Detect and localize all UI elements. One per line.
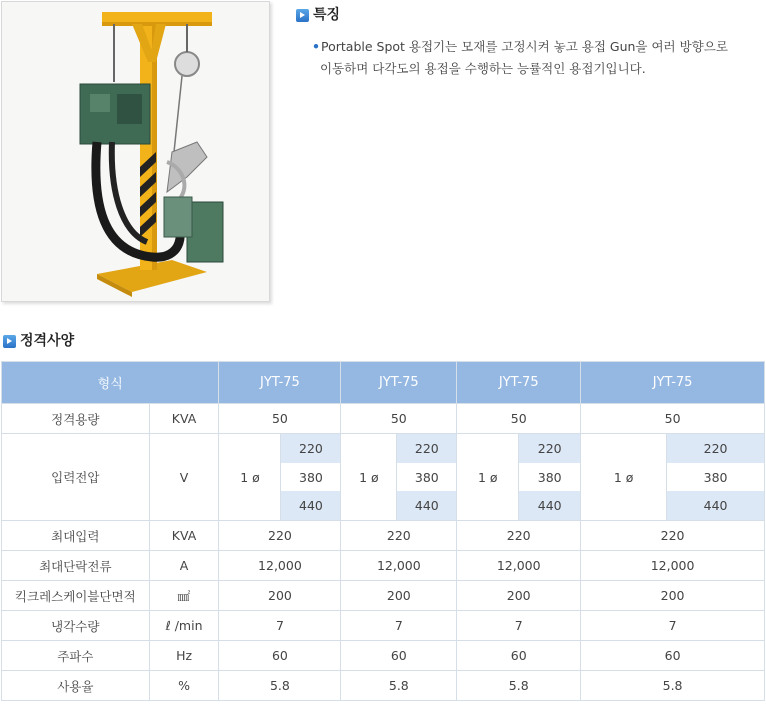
cell-value: 200 xyxy=(457,581,581,611)
header-model: JYT-75 xyxy=(457,362,581,404)
row-unit: V xyxy=(149,434,219,521)
table-row-voltage xyxy=(2,434,765,521)
row-unit: % xyxy=(149,671,219,701)
cell-value: 200 xyxy=(219,581,341,611)
arrow-icon xyxy=(296,9,309,22)
table-row xyxy=(2,641,765,671)
features-line-1 xyxy=(312,36,752,58)
header-model: JYT-75 xyxy=(219,362,341,404)
table-row xyxy=(2,581,765,611)
features-text-2: 이동하며 다각도의 용접을 수행하는 능률적인 용접기입니다. xyxy=(320,61,646,76)
voltage-cell xyxy=(341,434,457,521)
table-row xyxy=(2,671,765,701)
cell-value: 60 xyxy=(219,641,341,671)
features-line-2 xyxy=(312,58,752,80)
voltage-value: 220 xyxy=(397,434,456,463)
row-label: 냉각수량 xyxy=(2,611,150,641)
row-unit: ℓ /min xyxy=(149,611,219,641)
row-unit: A xyxy=(149,551,219,581)
row-label: 최대입력 xyxy=(2,521,150,551)
row-label: 입력전압 xyxy=(2,434,150,521)
header-model: JYT-75 xyxy=(341,362,457,404)
cell-value: 50 xyxy=(219,404,341,434)
voltage-value: 220 xyxy=(667,434,764,463)
row-label: 최대단락전류 xyxy=(2,551,150,581)
voltage-value: 220 xyxy=(519,434,580,463)
table-header-row xyxy=(2,362,765,404)
cell-value: 220 xyxy=(457,521,581,551)
cell-value: 12,000 xyxy=(581,551,765,581)
cell-value: 5.8 xyxy=(457,671,581,701)
voltage-cell xyxy=(457,434,581,521)
row-unit: Hz xyxy=(149,641,219,671)
row-unit: KVA xyxy=(149,404,219,434)
voltage-value: 380 xyxy=(299,469,323,485)
phase-label: 1 ø xyxy=(219,434,281,520)
phase-label: 1 ø xyxy=(581,434,667,520)
features-title: 특징 xyxy=(313,7,341,23)
header-model: JYT-75 xyxy=(581,362,765,404)
cell-value: 7 xyxy=(341,611,457,641)
cell-value: 220 xyxy=(341,521,457,551)
table-row xyxy=(2,521,765,551)
arrow-icon xyxy=(3,335,16,348)
cell-value: 50 xyxy=(581,404,765,434)
features-text-1: Portable Spot 용접기는 모재를 고정시켜 놓고 용접 Gun을 여러 방향으로 xyxy=(321,39,728,54)
row-label: 사용율 xyxy=(2,671,150,701)
voltage-value: 440 xyxy=(397,491,456,520)
voltage-value: 440 xyxy=(519,491,580,520)
voltage-value: 440 xyxy=(667,491,764,520)
table-row xyxy=(2,551,765,581)
cell-value: 220 xyxy=(581,521,765,551)
voltage-cell xyxy=(581,434,765,521)
cell-value: 7 xyxy=(457,611,581,641)
cell-value: 12,000 xyxy=(341,551,457,581)
voltage-cell xyxy=(219,434,341,521)
cell-value: 7 xyxy=(581,611,765,641)
voltage-value: 220 xyxy=(281,434,340,463)
table-row xyxy=(2,404,765,434)
row-label: 정격용량 xyxy=(2,404,150,434)
voltage-value: 380 xyxy=(414,469,439,485)
row-label: 주파수 xyxy=(2,641,150,671)
cell-value: 12,000 xyxy=(219,551,341,581)
spec-title: 정격사양 xyxy=(20,333,75,349)
cell-value: 220 xyxy=(219,521,341,551)
cell-value: 50 xyxy=(341,404,457,434)
cell-value: 5.8 xyxy=(219,671,341,701)
cell-value: 5.8 xyxy=(341,671,457,701)
phase-label: 1 ø xyxy=(457,434,519,520)
cell-value: 12,000 xyxy=(457,551,581,581)
cell-value: 5.8 xyxy=(581,671,765,701)
spec-heading xyxy=(3,330,74,350)
voltage-value: 380 xyxy=(703,469,728,485)
product-image xyxy=(1,1,270,302)
cell-value: 60 xyxy=(457,641,581,671)
spec-table xyxy=(1,361,765,701)
table-row xyxy=(2,611,765,641)
voltage-value: 440 xyxy=(281,491,340,520)
row-unit: ㎟ xyxy=(149,581,219,611)
cell-value: 200 xyxy=(341,581,457,611)
phase-label: 1 ø xyxy=(341,434,397,520)
row-label: 킥크레스케이블단면적 xyxy=(2,581,150,611)
header-model-label: 형식 xyxy=(2,362,219,404)
voltage-value: 380 xyxy=(537,469,562,485)
cell-value: 60 xyxy=(581,641,765,671)
cell-value: 50 xyxy=(457,404,581,434)
cell-value: 200 xyxy=(581,581,765,611)
bullet-icon: • xyxy=(312,39,320,54)
cell-value: 7 xyxy=(219,611,341,641)
features-description xyxy=(312,36,752,80)
cell-value: 60 xyxy=(341,641,457,671)
features-heading xyxy=(296,4,340,24)
row-unit: KVA xyxy=(149,521,219,551)
